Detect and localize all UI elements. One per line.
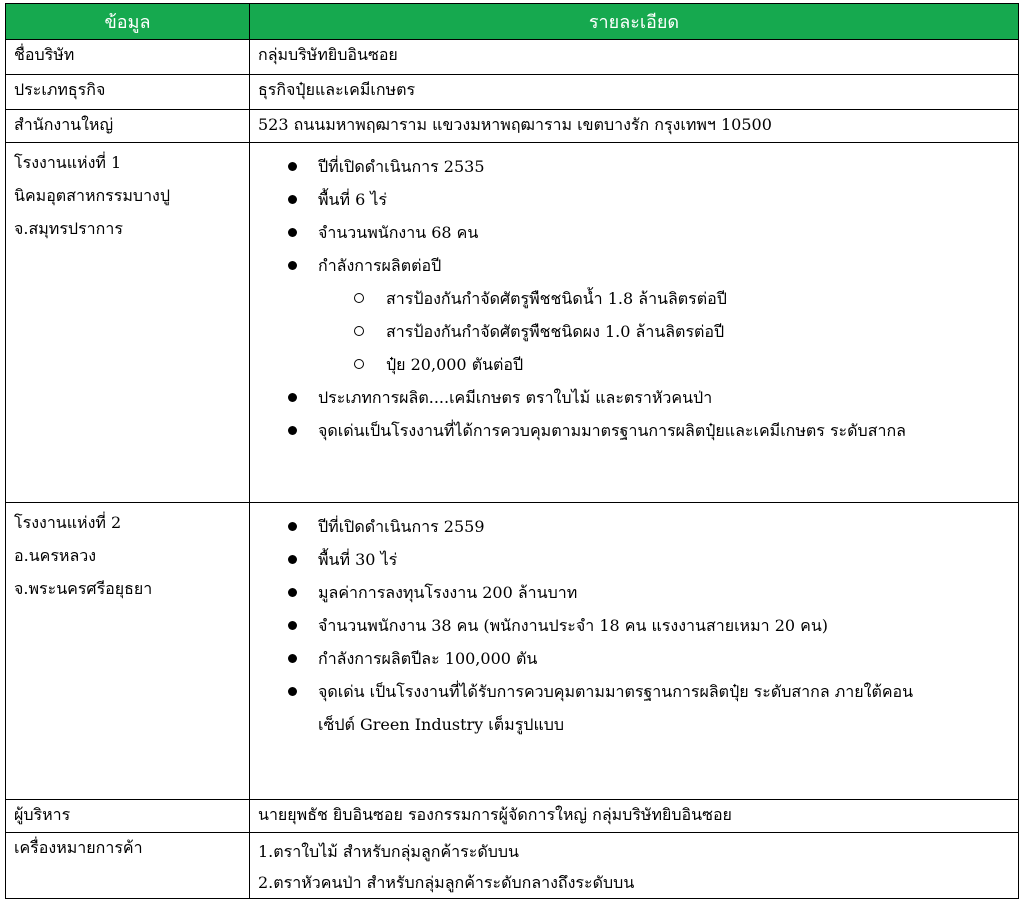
table-row-plant1 bbox=[6, 143, 1019, 503]
bullet-icon bbox=[288, 687, 297, 696]
plant2-bullet-list bbox=[258, 510, 1010, 741]
list-item: กำลังการผลิตปีละ 100,000 ตัน bbox=[258, 642, 1010, 675]
list-item: ปีที่เปิดดำเนินการ 2559 bbox=[258, 510, 1010, 543]
plant1-capacity-sublist bbox=[318, 282, 1010, 381]
hq-label: สำนักงานใหญ่ bbox=[6, 110, 250, 143]
trademark-label: เครื่องหมายการค้า bbox=[6, 833, 250, 899]
table-row-trademark bbox=[6, 833, 1019, 899]
list-item: จำนวนพนักงาน 68 คน bbox=[258, 216, 1010, 249]
circle-bullet-icon bbox=[354, 326, 364, 336]
business-value: ธุรกิจปุ๋ยและเคมีเกษตร bbox=[250, 75, 1019, 110]
bullet-icon bbox=[288, 621, 297, 630]
bullet-icon bbox=[288, 228, 297, 237]
company-label: ชื่อบริษัท bbox=[6, 40, 250, 75]
list-item: จำนวนพนักงาน 38 คน (พนักงานประจำ 18 คน แรงงานสายเหมา 20 คน) bbox=[258, 609, 1010, 642]
plant2-label-line: โรงงานแห่งที่ 2 bbox=[14, 513, 122, 532]
bullet-icon bbox=[288, 654, 297, 663]
table-row-hq bbox=[6, 110, 1019, 143]
table-header-row bbox=[6, 4, 1019, 40]
plant2-label-line: จ.พระนครศรีอยุธยา bbox=[14, 579, 153, 598]
trademark-line: 2.ตราหัวคนป่า สำหรับกลุ่มลูกค้าระดับกลางถึงระดับบน bbox=[258, 873, 635, 892]
plant1-label-line: จ.สมุทรปราการ bbox=[14, 219, 123, 238]
plant2-details bbox=[250, 503, 1019, 800]
plant2-label bbox=[6, 503, 250, 800]
circle-bullet-icon bbox=[354, 293, 364, 303]
bullet-icon bbox=[288, 195, 297, 204]
bullet-icon bbox=[288, 261, 297, 270]
bullet-icon bbox=[288, 162, 297, 171]
list-item: สารป้องกันกำจัดศัตรูพืชชนิดผง 1.0 ล้านลิตรต่อปี bbox=[258, 315, 1010, 348]
header-info: ข้อมูล bbox=[6, 4, 250, 40]
executive-label: ผู้บริหาร bbox=[6, 800, 250, 833]
plant1-label bbox=[6, 143, 250, 503]
list-item: มูลค่าการลงทุนโรงงาน 200 ล้านบาท bbox=[258, 576, 1010, 609]
list-item: พื้นที่ 30 ไร่ bbox=[258, 543, 1010, 576]
table-row-business bbox=[6, 75, 1019, 110]
list-item: ประเภทการผลิต....เคมีเกษตร ตราใบไม้ และตราหัวคนป่า bbox=[258, 381, 1010, 414]
bullet-icon bbox=[288, 426, 297, 435]
trademark-line: 1.ตราใบไม้ สำหรับกลุ่มลูกค้าระดับบน bbox=[258, 842, 519, 861]
list-item: กำลังการผลิตต่อปี สารป้องกันกำจัดศัตรูพืชชนิดน้ำ 1.8 ล้านลิตรต่อปี สารป้องกันกำจัดศัตรูพืชชนิดผง 1.0 ล้านลิตรต่อปี ปุ๋ย 20,000 ตันต่อปี bbox=[258, 249, 1010, 381]
table-row-executive bbox=[6, 800, 1019, 833]
trademark-value bbox=[250, 833, 1019, 899]
list-item: ปุ๋ย 20,000 ตันต่อปี bbox=[258, 348, 1010, 381]
company-info-table bbox=[5, 3, 1019, 899]
business-label: ประเภทธุรกิจ bbox=[6, 75, 250, 110]
plant1-label-line: โรงงานแห่งที่ 1 bbox=[14, 153, 122, 172]
list-item: ปีที่เปิดดำเนินการ 2535 bbox=[258, 150, 1010, 183]
bullet-icon bbox=[288, 555, 297, 564]
hq-value: 523 ถนนมหาพฤฒาราม แขวงมหาพฤฒาราม เขตบางรัก กรุงเทพฯ 10500 bbox=[250, 110, 1019, 143]
circle-bullet-icon bbox=[354, 359, 364, 369]
bullet-icon bbox=[288, 522, 297, 531]
plant2-label-line: อ.นครหลวง bbox=[14, 546, 97, 565]
table-row-plant2 bbox=[6, 503, 1019, 800]
plant1-label-line: นิคมอุตสาหกรรมบางปู bbox=[14, 186, 171, 205]
plant1-bullet-list bbox=[258, 150, 1010, 447]
company-value: กลุ่มบริษัทยิบอินซอย bbox=[250, 40, 1019, 75]
list-item: จุดเด่นเป็นโรงงานที่ได้การควบคุมตามมาตรฐานการผลิตปุ๋ยและเคมีเกษตร ระดับสากล bbox=[258, 414, 1010, 447]
executive-value: นายยุพธัช ยิบอินซอย รองกรรมการผู้จัดการใหญ่ กลุ่มบริษัทยิบอินซอย bbox=[250, 800, 1019, 833]
list-item: จุดเด่น เป็นโรงงานที่ได้รับการควบคุมตามมาตรฐานการผลิตปุ๋ย ระดับสากล ภายใต้คอน เซ็ปต์ Green Industry เต็มรูปแบบ bbox=[258, 675, 1010, 741]
bullet-icon bbox=[288, 393, 297, 402]
bullet-icon bbox=[288, 588, 297, 597]
list-item: สารป้องกันกำจัดศัตรูพืชชนิดน้ำ 1.8 ล้านลิตรต่อปี bbox=[258, 282, 1010, 315]
table-row-company bbox=[6, 40, 1019, 75]
plant1-details bbox=[250, 143, 1019, 503]
header-details: รายละเอียด bbox=[250, 4, 1019, 40]
list-item: พื้นที่ 6 ไร่ bbox=[258, 183, 1010, 216]
